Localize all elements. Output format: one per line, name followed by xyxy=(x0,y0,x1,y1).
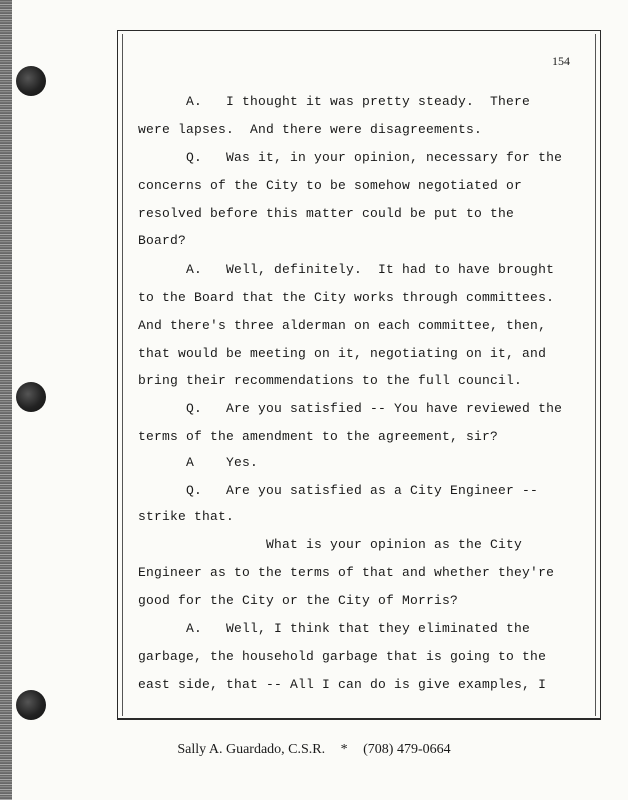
transcript-line: Board? xyxy=(138,233,187,248)
page-number: 154 xyxy=(552,54,570,68)
transcript-line: were lapses. And there were disagreements. xyxy=(138,122,483,137)
scan-left-edge xyxy=(0,0,12,800)
footer-separator: * xyxy=(340,742,348,757)
transcript-line: A. Well, I think that they eliminated the xyxy=(138,621,531,636)
transcript-line: resolved before this matter could be put to the xyxy=(138,206,515,221)
transcript-line: bring their recommendations to the full council. xyxy=(138,373,523,388)
reporter-name: Sally A. Guardado, C.S.R. xyxy=(177,742,326,757)
transcript-line: concerns of the City to be somehow negotiated or xyxy=(138,178,523,193)
transcript-line: A. Well, definitely. It had to have brought xyxy=(138,262,555,277)
transcript-line: A. I thought it was pretty steady. There xyxy=(138,94,531,109)
transcript-line: terms of the amendment to the agreement, sir? xyxy=(138,429,499,444)
transcript-line: What is your opinion as the City xyxy=(138,537,523,552)
binder-hole-top xyxy=(16,66,46,96)
reporter-phone: (708) 479-0664 xyxy=(363,742,451,757)
transcript-line: strike that. xyxy=(138,509,235,524)
transcript-line: Q. Are you satisfied -- You have reviewed the xyxy=(138,401,563,416)
transcript-line: Q. Are you satisfied as a City Engineer -- xyxy=(138,483,539,498)
transcript-line: Q. Was it, in your opinion, necessary for the xyxy=(138,150,563,165)
binder-hole-middle xyxy=(16,382,46,412)
binder-hole-bottom xyxy=(16,690,46,720)
transcript-line: Engineer as to the terms of that and whether they're xyxy=(138,565,555,580)
transcript-line: that would be meeting on it, negotiating on it, and xyxy=(138,346,547,361)
transcript-line: A Yes. xyxy=(138,455,259,470)
transcript-line: And there's three alderman on each committee, then, xyxy=(138,318,547,333)
transcript-line: garbage, the household garbage that is going to the xyxy=(138,649,547,664)
reporter-footer xyxy=(0,742,628,758)
transcript-line: to the Board that the City works through committees. xyxy=(138,290,555,305)
transcript-line: east side, that -- All I can do is give examples, I xyxy=(138,677,547,692)
transcript-line: good for the City or the City of Morris? xyxy=(138,593,459,608)
